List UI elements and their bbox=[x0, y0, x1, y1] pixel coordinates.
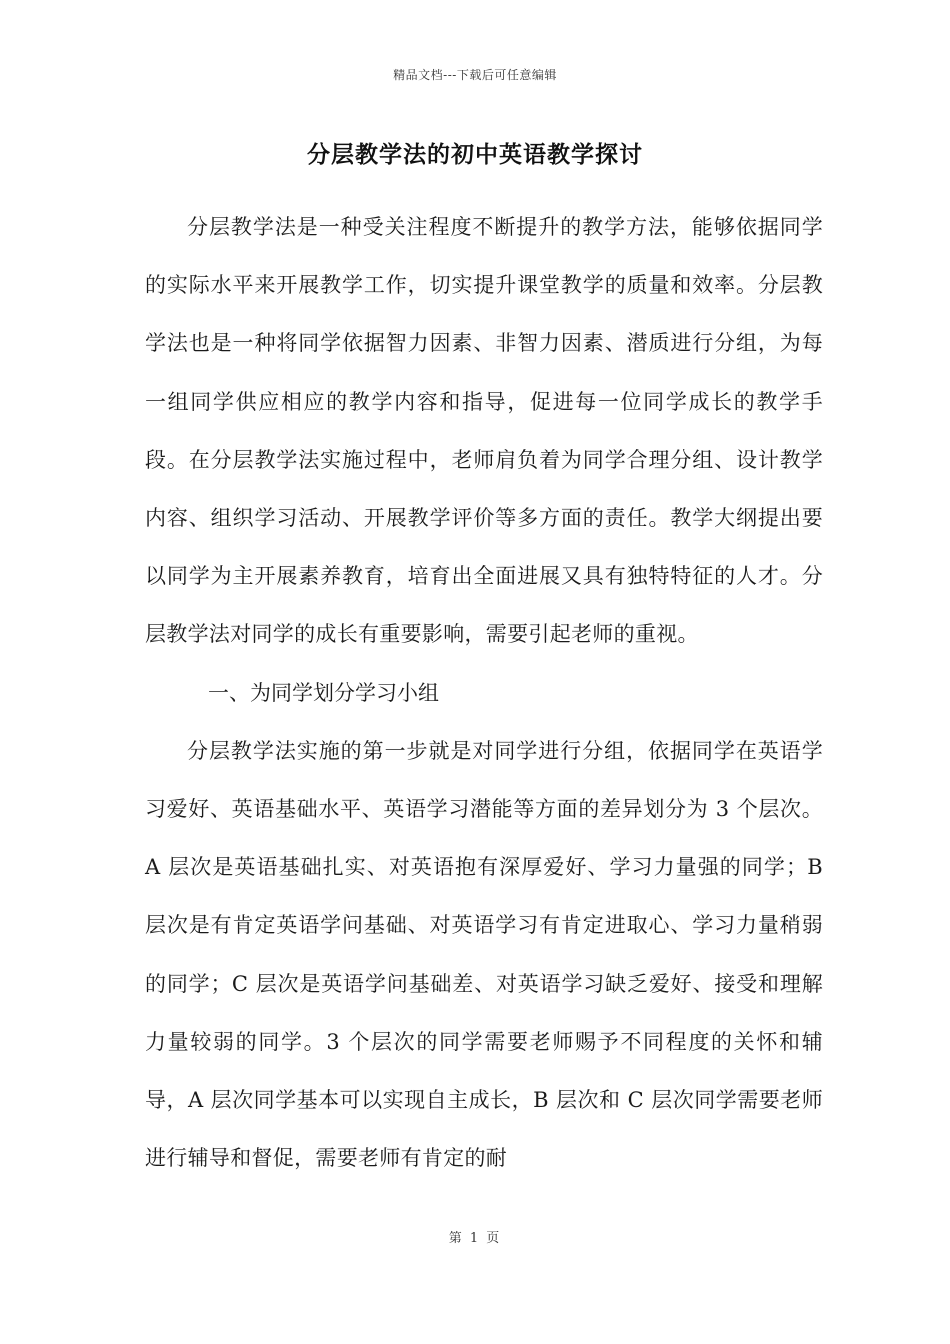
document-title: 分层教学法的初中英语教学探讨 bbox=[307, 141, 643, 168]
paragraph-grouping: 分层教学法实施的第一步就是对同学进行分组，依据同学在英语学习爱好、英语基础水平、英语学习潜能等方面的差异划分为 3 个层次。A 层次是英语基础扎实、对英语抱有深厚爱好、学习力量强的同学；B 层次是有肯定英语学问基础、对英语学习有肯定进取心、学习力量稍弱的同学；C 层次是英语学问基础差、对英语学习缺乏爱好、接受和理解力量较弱的同学。3 个层次的同学需要老师赐予不同程度的关怀和辅导，A 层次同学基本可以实现自主成长，B 层次和 C 层次同学需要老师进行辅导和督促，需要老师有肯定的耐 bbox=[145, 738, 823, 1171]
section-heading: 一、为同学划分学习小组 bbox=[208, 680, 439, 705]
paragraph-intro: 分层教学法是一种受关注程度不断提升的教学方法，能够依据同学的实际水平来开展教学工作，切实提升课堂教学的质量和效率。分层教学法也是一种将同学依据智力因素、非智力因素、潜质进行分组，为每一组同学供应相应的教学内容和指导，促进每一位同学成长的教学手段。在分层教学法实施过程中，老师肩负着为同学合理分组、设计教学内容、组织学习活动、开展教学评价等多方面的责任。教学大纲提出要以同学为主开展素养教育，培育出全面进展又具有独特特征的人才。分层教学法对同学的成长有重要影响，需要引起老师的重视。 bbox=[145, 215, 823, 647]
page-number: 第 1 页 bbox=[448, 1231, 502, 1246]
document-body bbox=[145, 198, 823, 1187]
page-header: 精品文档---下载后可任意编辑 bbox=[393, 68, 557, 82]
